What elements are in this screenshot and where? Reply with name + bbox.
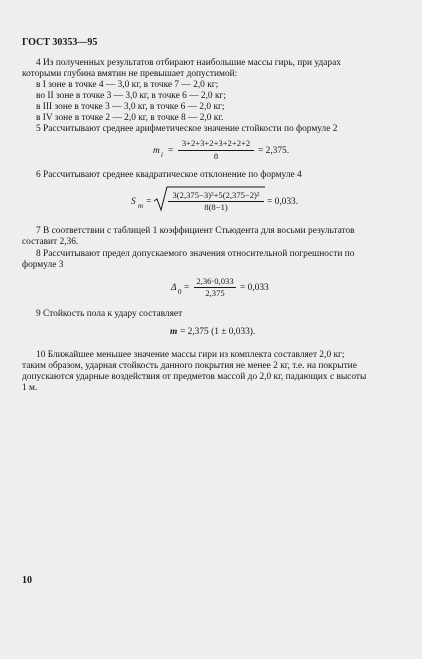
formula-numerator: 3+2+3+2+3+2+2+2 [181,138,251,148]
formula-denominator: 8 [213,151,219,161]
document-header: ГОСТ 30353—95 [22,37,98,48]
zone-line: в IV зоне в точке 2 — 2,0 кг, в точке 8 — 2,0 кг. [36,113,224,123]
para10-line1: 10 Ближайшее меньшее значение массы гири из комплекта составляет 2,0 кг; [36,350,345,360]
para5-text: 5 Рассчитывают среднее арифметическое значение стойкости по формуле 2 [36,124,338,134]
formula-lhs: Δ [171,283,177,293]
formula-result: = 2,375. [258,146,290,156]
formula-denominator: 2,375 [205,288,225,298]
para4-line2: которыми глубина вмятин не превышает допустимой: [22,69,238,79]
formula-equals: = [184,283,190,293]
formula-subscript: m [138,202,144,210]
para7-line1: 7 В соответствии с таблицей 1 коэффициент Стьюдента для восьми результатов [36,226,355,236]
para4-line1: 4 Из полученных результатов отбирают наибольшие массы гирь, при ударах [36,58,341,68]
para10-line2: таким образом, ударная стойкость данного покрытия не менее 2 кг, т.е. на покрытие [22,361,357,371]
para6-text: 6 Рассчитывают среднее квадратическое отклонение по формуле 4 [36,170,302,180]
formula-expression: = 2,375 (1 ± 0,033). [180,327,256,337]
para7-line2: составит 2,36. [22,237,79,247]
formula-numerator: 3(2,375−3)²+5(2,375−2)² [172,190,260,200]
formula-equals: = [146,197,152,207]
formula-denominator: 8(8−1) [204,202,228,212]
page-number: 10 [22,575,32,586]
formula-equals: = [168,146,174,156]
formula-result: = 0,033. [267,197,299,207]
formula-numerator: 2,36·0,033 [196,276,234,286]
para9-text: 9 Стойкость пола к удару составляет [36,309,183,319]
zone-line: в III зоне в точке 3 — 3,0 кг, в точке 6 — 2,0 кг; [36,102,225,112]
formula-lhs: S [131,197,136,207]
formula-subscript: 0 [178,288,182,296]
formula-subscript: i [161,151,163,159]
para10-line3: допускаются ударные воздействия от предметов массой до 2,0 кг, падающих с высоты [22,372,367,382]
formula-lhs: m [170,327,178,337]
formula-lhs: m [153,146,160,156]
para8-line1: 8 Рассчитывают предел допускаемого значения относительной погрешности по [36,249,355,259]
zone-line: в I зоне в точке 4 — 3,0 кг, в точке 7 — 2,0 кг; [36,80,219,90]
para10-line4: 1 м. [22,383,38,393]
zone-line: во II зоне в точке 3 — 3,0 кг, в точке 6 — 2,0 кг; [36,91,226,101]
formula-result: = 0,033 [240,283,269,293]
para8-line2: формуле 3 [22,260,64,270]
